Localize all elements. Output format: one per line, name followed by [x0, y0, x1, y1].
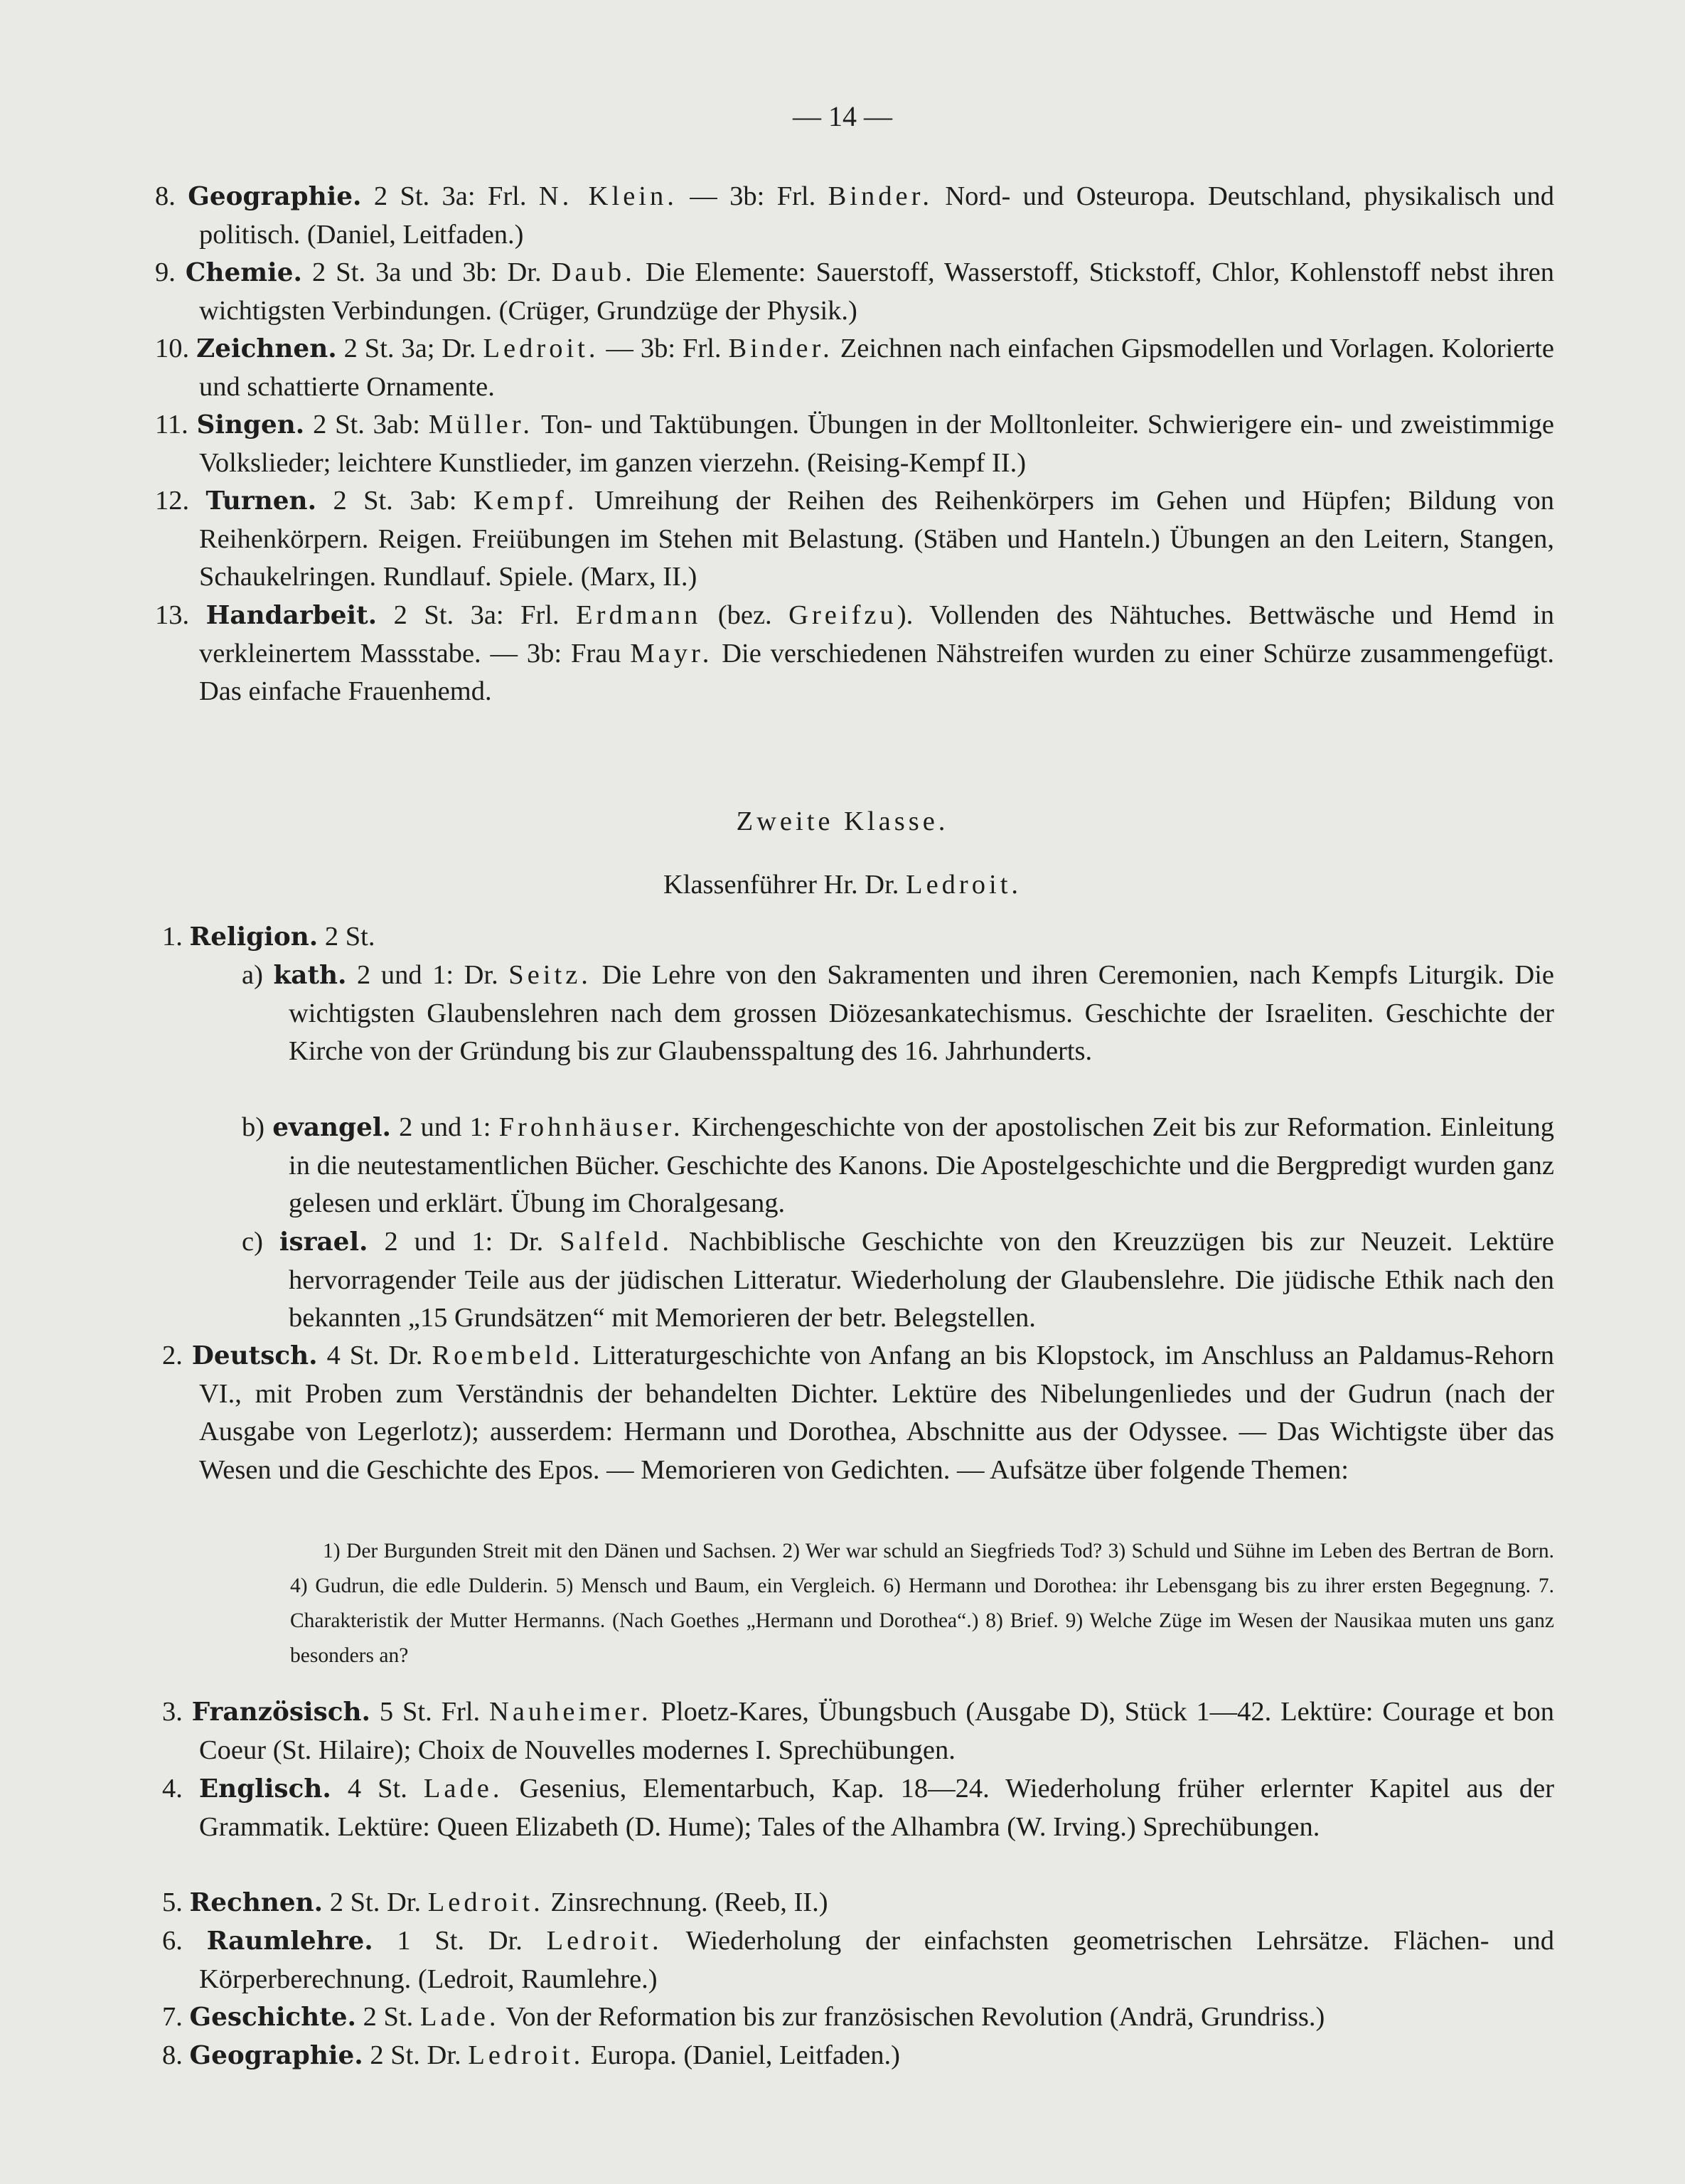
item-zeichnen: 10. Zeichnen. 2 St. 3a; Dr. Ledroit. — 3b: Frl. Binder. Zeichnen nach einfachen Gipsmodellen und Vorlagen. Kolorierte und schattierte Ornamente.: [155, 334, 1555, 402]
item-religion: 1. Religion. 2 St.: [162, 922, 375, 952]
item-englisch: 4. Englisch. 4 St. Lade. Gesenius, Elementarbuch, Kap. 18—24. Wiederholung früher erlernter Kapitel aus der Grammatik. Lektüre: Queen Elizabeth (D. Hume); Tales of the Alhambra (W. Irving.) Sprechübungen.: [162, 1774, 1555, 1842]
essay-themes: 1) Der Burgunden Streit mit den Dänen und Sachsen. 2) Wer war schuld an Siegfrieds Tod? 3) Schuld und Sühne im Leben des Bertran de Born. 4) Gudrun, die edle Dulderin. 5) Mensch und Baum, ein Vergleich. 6) Hermann und Dorothea: ihr Lebensgang bis zu ihrer ersten Begegnung. 7. Charakteristik der Mutter Hermanns. (Nach Goethes „Hermann und Dorothea“.) 8) Brief. 9) Welche Züge im Wesen der Nausikaa muten uns ganz besonders an?: [290, 1540, 1554, 1667]
item-franzoesisch: 3. Französisch. 5 St. Frl. Nauheimer. Ploetz-Kares, Übungsbuch (Ausgabe D), Stück 1—42. Lektüre: Courage et bon Coeur (St. Hilaire); Choix de Nouvelles modernes I. Sprechübungen.: [162, 1697, 1555, 1765]
item-geographie-3: 8. Geographie. 2 St. 3a: Frl. N. Klein. — 3b: Frl. Binder. Nord- und Osteuropa. Deutschland, physikalisch und politisch. (Daniel, Leitfaden.): [155, 181, 1555, 250]
page-number: — 14 —: [793, 100, 892, 132]
item-handarbeit: 13. Handarbeit. 2 St. 3a: Frl. Erdmann (bez. Greifzu). Vollenden des Nähtuches. Bettwäsche und Hemd in verkleinertem Massstabe. — 3b: Frau Mayr. Die verschiedenen Nähstreifen wurden zu einer Schürze zusammengefügt. Das einfache Frauenhemd.: [155, 600, 1554, 706]
item-chemie: 9. Chemie. 2 St. 3a und 3b: Dr. Daub. Die Elemente: Sauerstoff, Wasserstoff, Stickstoff, Chlor, Kohlenstoff nebst ihren wichtigsten Verbindungen. (Crüger, Grundzüge der Physik.): [155, 257, 1554, 326]
item-geschichte: 7. Geschichte. 2 St. Lade. Von der Reformation bis zur französischen Revolution (Andrä, Grundriss.): [162, 2002, 1325, 2032]
item-geographie-2: 8. Geographie. 2 St. Dr. Ledroit. Europa. (Daniel, Leitfaden.): [162, 2040, 900, 2070]
section-title: Zweite Klasse.: [736, 806, 949, 836]
religion-evangel: b) evangel. 2 und 1: Frohnhäuser. Kirchengeschichte von der apostolischen Zeit bis zur Reformation. Einleitung in die neutestamentlichen Bücher. Geschichte des Kanons. Die Apostelgeschichte und die Bergpredigt wurden ganz gelesen und erklärt. Übung im Choralgesang.: [242, 1112, 1554, 1218]
item-raumlehre: 6. Raumlehre. 1 St. Dr. Ledroit. Wiederholung der einfachsten geometrischen Lehrsätze. Flächen- und Körperberechnung. (Ledroit, Raumlehre.): [162, 1926, 1555, 1994]
item-rechnen: 5. Rechnen. 2 St. Dr. Ledroit. Zinsrechnung. (Reeb, II.): [162, 1887, 828, 1917]
item-singen: 11. Singen. 2 St. 3ab: Müller. Ton- und Taktübungen. Übungen in der Molltonleiter. Schwierigere ein- und zweistimmige Volkslieder; leichtere Kunstlieder, im ganzen vierzehn. (Reising-Kempf II.): [155, 410, 1554, 478]
item-turnen: 12. Turnen. 2 St. 3ab: Kempf. Umreihung der Reihen des Reihenkörpers im Gehen und Hüpfen; Bildung von Reihenkörpern. Reigen. Freiübungen im Stehen mit Belastung. (Stäben und Hanteln.) Übungen an den Leitern, Stangen, Schaukelringen. Rundlauf. Spiele. (Marx, II.): [155, 486, 1554, 592]
religion-kath: a) kath. 2 und 1: Dr. Seitz. Die Lehre von den Sakramenten und ihren Ceremonien, nach Kempfs Liturgik. Die wichtigsten Glaubenslehren nach dem grossen Diözesankatechismus. Geschichte der Israeliten. Geschichte der Kirche von der Gründung bis zur Glaubensspaltung des 16. Jahrhunderts.: [242, 960, 1555, 1066]
item-deutsch: 2. Deutsch. 4 St. Dr. Roembeld. Litteraturgeschichte von Anfang an bis Klopstock, im Anschluss an Paldamus-Rehorn VI., mit Proben zum Verständnis der behandelten Dichter. Lektüre des Nibelungenliedes und der Gudrun (nach der Ausgabe von Legerlotz); ausserdem: Hermann und Dorothea, Abschnitte aus der Odyssee. — Das Wichtigste über das Wesen und die Geschichte des Epos. — Memorieren von Gedichten. — Aufsätze über folgende Themen:: [162, 1341, 1555, 1485]
religion-israel: c) israel. 2 und 1: Dr. Salfeld. Nachbiblische Geschichte von den Kreuzzügen bis zur Neuzeit. Lektüre hervorragender Teile aus der jüdischen Litteratur. Wiederholung der Glaubenslehre. Die jüdische Ethik nach den bekannten „15 Grundsätzen“ mit Memorieren der betr. Belegstellen.: [242, 1227, 1555, 1333]
class-leader: Klassenführer Hr. Dr. Ledroit.: [663, 870, 1022, 900]
